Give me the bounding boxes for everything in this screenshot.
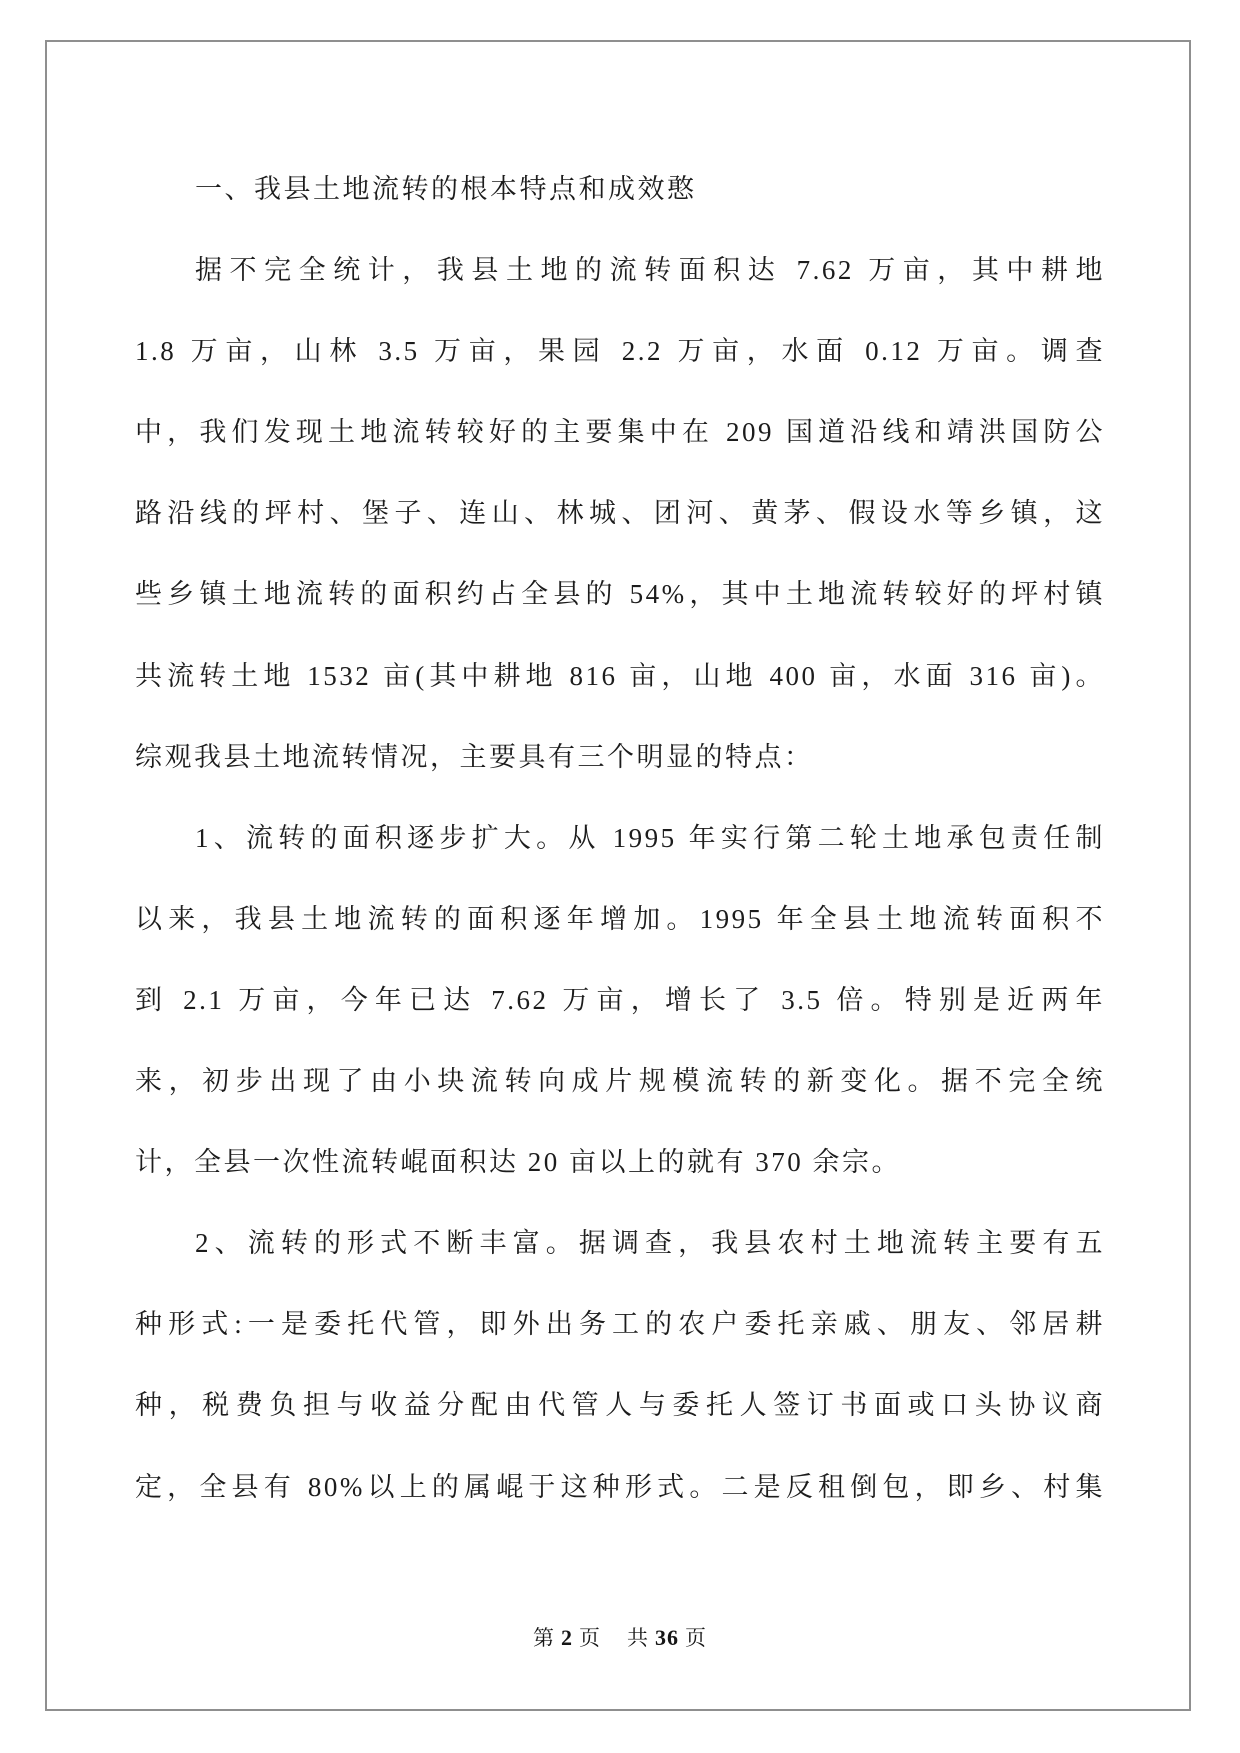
footer-total-prefix: 共	[627, 1626, 649, 1650]
text-line-15: 种形式:一是委托代管，即外出务工的农户委托亲戚、朋友、邻居耕	[135, 1309, 1105, 1340]
text-line-3: 1.8 万亩，山林 3.5 万亩，果园 2.2 万亩，水面 0.12 万亩。调查	[135, 336, 1105, 367]
text-line-13: 计，全县一次性流转崐面积达 20 亩以上的就有 370 余宗。	[135, 1147, 901, 1178]
text-line-16: 种，税费负担与收益分配由代管人与委托人签订书面或口头协议商	[135, 1390, 1105, 1421]
text-body	[135, 149, 1105, 1528]
footer-total-pages: 36	[655, 1625, 679, 1650]
footer-page-suffix: 页	[579, 1626, 601, 1650]
text-line-17: 定，全县有 80%以上的属崐于这种形式。二是反租倒包，即乡、村集	[135, 1471, 1105, 1502]
text-line-5: 路沿线的坪村、堡子、连山、林城、团河、黄茅、假设水等乡镇，这	[135, 498, 1105, 529]
text-line-10: 以来，我县土地流转的面积逐年增加。1995 年全县土地流转面积不	[135, 903, 1105, 934]
text-line-11: 到 2.1 万亩，今年已达 7.62 万亩，增长了 3.5 倍。特别是近两年	[135, 984, 1105, 1015]
text-line-1: 一、我县土地流转的根本特点和成效憨	[195, 174, 697, 204]
text-line-12: 来，初步出现了由小块流转向成片规模流转的新变化。据不完全统	[135, 1066, 1105, 1097]
footer-current-page: 2	[561, 1625, 573, 1650]
footer-page-prefix: 第	[533, 1626, 555, 1650]
text-line-7: 共流转土地 1532 亩(其中耕地 816 亩，山地 400 亩，水面 316 亩)。	[135, 660, 1105, 691]
text-line-8: 综观我县土地流转情况，主要具有三个明显的特点：	[135, 741, 814, 772]
text-line-4: 中，我们发现土地流转较好的主要集中在 209 国道沿线和靖洪国防公	[135, 417, 1105, 448]
text-line-2: 据不完全统计，我县土地的流转面积达 7.62 万亩，其中耕地	[195, 255, 1105, 286]
text-line-6: 些乡镇土地流转的面积约占全县的 54%，其中土地流转较好的坪村镇	[135, 579, 1105, 610]
footer-total-suffix: 页	[685, 1626, 707, 1650]
text-line-9: 1、流转的面积逐步扩大。从 1995 年实行第二轮土地承包责任制	[195, 822, 1105, 853]
page-footer	[0, 1622, 1240, 1652]
text-line-14: 2、流转的形式不断丰富。据调查，我县农村土地流转主要有五	[195, 1228, 1105, 1259]
